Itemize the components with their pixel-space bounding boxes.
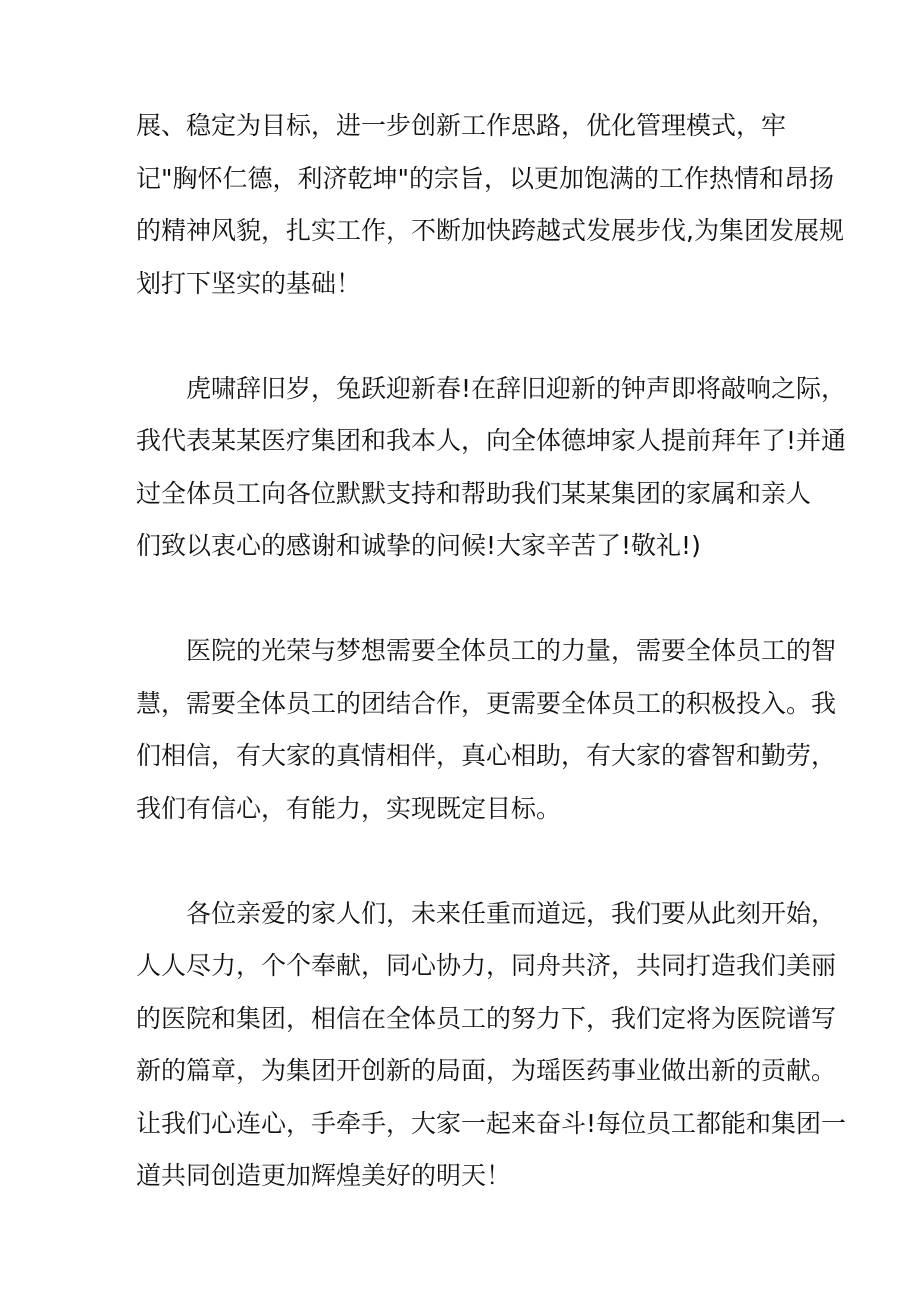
- paragraph-1: [136, 100, 844, 310]
- paragraph-line: 虎啸辞旧岁，兔跃迎新春!在辞旧迎新的钟声即将敲响之际，: [186, 373, 847, 403]
- paragraph-3: [136, 625, 837, 835]
- paragraph-spacer: [136, 573, 816, 626]
- paragraph-line: 新的篇章，为集团开创新的局面，为瑶医药事业做出新的贡献。: [136, 1056, 837, 1085]
- paragraph-line: 各位亲爱的家人们，未来任重而道远，我们要从此刻开始，: [186, 898, 837, 928]
- paragraph-line: 我们有信心，有能力，实现既定目标。: [136, 793, 562, 823]
- paragraph-2: [136, 363, 847, 573]
- paragraph-line: 的精神风貌，扎实工作，不断加快跨越式发展步伐,为集团发展规: [136, 216, 844, 245]
- paragraph-line: 划打下坚实的基础！: [136, 268, 362, 298]
- paragraph-line: 道共同创造更加辉煌美好的明天！: [136, 1161, 512, 1190]
- paragraph-line: 展、稳定为目标，进一步创新工作思路，优化管理模式，牢: [136, 111, 787, 140]
- paragraph-line: 过全体员工向各位默默支持和帮助我们某某集团的家属和亲人: [136, 478, 812, 508]
- paragraph-line: 们致以衷心的感谢和诚挚的问候!大家辛苦了!敬礼!): [136, 531, 701, 560]
- paragraph-line: 医院的光荣与梦想需要全体员工的力量，需要全体员工的智: [186, 636, 837, 665]
- paragraph-line: 人人尽力，个个奉献，同心协力，同舟共济，共同打造我们美丽: [136, 951, 837, 980]
- paragraph-spacer: [136, 835, 816, 888]
- paragraph-4: [136, 888, 847, 1203]
- paragraph-line: 我代表某某医疗集团和我本人，向全体德坤家人提前拜年了!并通: [136, 426, 847, 455]
- paragraph-line: 让我们心连心，手牵手，大家一起来奋斗!每位员工都能和集团一: [136, 1108, 847, 1138]
- paragraph-spacer: [136, 310, 816, 363]
- paragraph-line: 们相信，有大家的真情相伴，真心相助，有大家的睿智和勤劳，: [136, 741, 837, 770]
- paragraph-line: 的医院和集团，相信在全体员工的努力下，我们定将为医院谱写: [136, 1003, 837, 1033]
- paragraph-line: 慧，需要全体员工的团结合作，更需要全体员工的积极投入。我: [136, 688, 837, 718]
- document-body: [136, 100, 847, 1203]
- paragraph-line: 记"胸怀仁德，利济乾坤"的宗旨，以更加饱满的工作热情和昂扬: [136, 163, 835, 193]
